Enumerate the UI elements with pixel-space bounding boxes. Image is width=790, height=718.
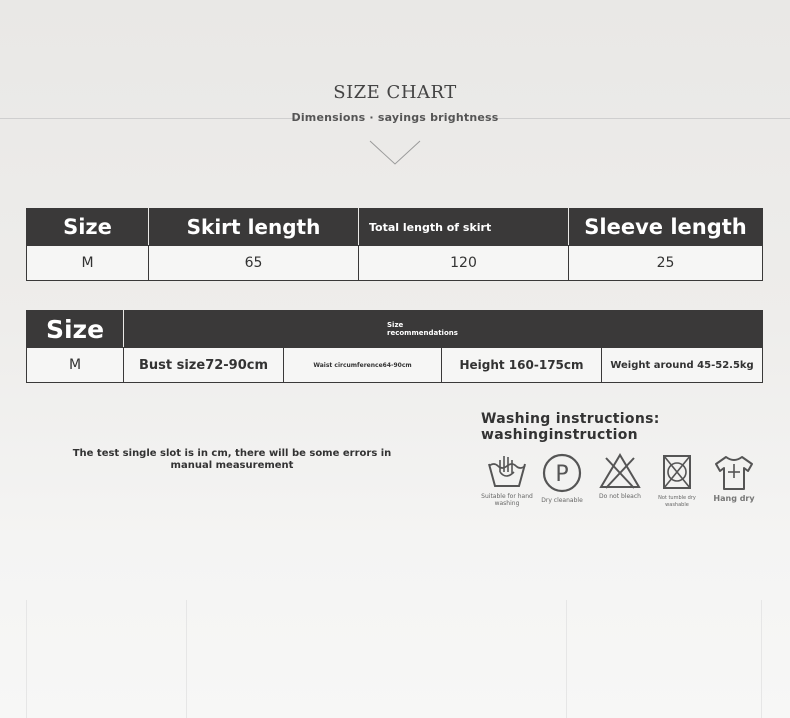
faint-guide-line <box>186 600 187 718</box>
cell-skirt-length: 65 <box>149 246 359 281</box>
table-row <box>27 348 763 383</box>
faint-guide-line <box>566 600 567 718</box>
measurement-note: The test single slot is in cm, there will be some errors in manual measurement <box>72 448 392 471</box>
hand-wash-icon <box>485 452 529 490</box>
dry-clean-item <box>533 452 591 504</box>
faint-guide-line <box>761 600 762 718</box>
hang-dry-caption: Hang dry <box>713 494 755 503</box>
size-table-header-row <box>27 209 763 246</box>
washing-icons <box>478 452 768 522</box>
cell-weight: Weight around 45-52.5kg <box>602 348 763 383</box>
hang-dry-icon <box>712 452 756 492</box>
cell-total-length: 120 <box>359 246 569 281</box>
dry-clean-caption: Dry cleanable <box>541 497 583 504</box>
faint-guide-line <box>26 600 27 718</box>
table-row <box>27 246 763 281</box>
cell-size: M <box>27 246 149 281</box>
size-recommendation-table <box>26 310 763 383</box>
page-title: SIZE CHART <box>333 82 457 103</box>
size-table <box>26 208 763 281</box>
no-bleach-item <box>591 452 649 500</box>
header-size: Size <box>27 311 124 348</box>
header-total-length: Total length of skirt <box>359 209 569 246</box>
tumble-dry-caption: Not tumble dry washable <box>658 495 696 508</box>
no-bleach-caption: Do not bleach <box>599 493 641 500</box>
header-sleeve-length: Sleeve length <box>569 209 763 246</box>
no-bleach-icon <box>598 452 642 490</box>
header-size-recommendations <box>124 311 763 348</box>
page-subtitle: Dimensions · sayings brightness <box>291 111 499 124</box>
dry-clean-icon <box>541 452 583 494</box>
hand-wash-item <box>478 452 536 507</box>
tumble-dry-item <box>648 452 706 509</box>
cell-height: Height 160-175cm <box>442 348 602 383</box>
recommend-header-row <box>27 311 763 348</box>
washing-title <box>481 411 711 443</box>
header-size: Size <box>27 209 149 246</box>
chevron-down-icon <box>369 140 421 166</box>
cell-waist: Waist circumference64-90cm <box>284 348 442 383</box>
cell-bust: Bust size72-90cm <box>124 348 284 383</box>
cell-sleeve-length: 25 <box>569 246 763 281</box>
washing-title-line1: Washing instructions: <box>481 411 660 427</box>
header-recommend-line1: Size <box>387 321 404 329</box>
cell-size: M <box>27 348 124 383</box>
hang-dry-item <box>705 452 763 502</box>
tumble-dry-icon <box>657 452 697 492</box>
hand-wash-caption: Suitable for hand washing <box>481 493 533 507</box>
header-skirt-length: Skirt length <box>149 209 359 246</box>
svg-text:P: P <box>555 462 569 487</box>
washing-title-line2: washinginstruction <box>481 427 638 443</box>
header-recommend-line2: recommendations <box>387 329 458 337</box>
